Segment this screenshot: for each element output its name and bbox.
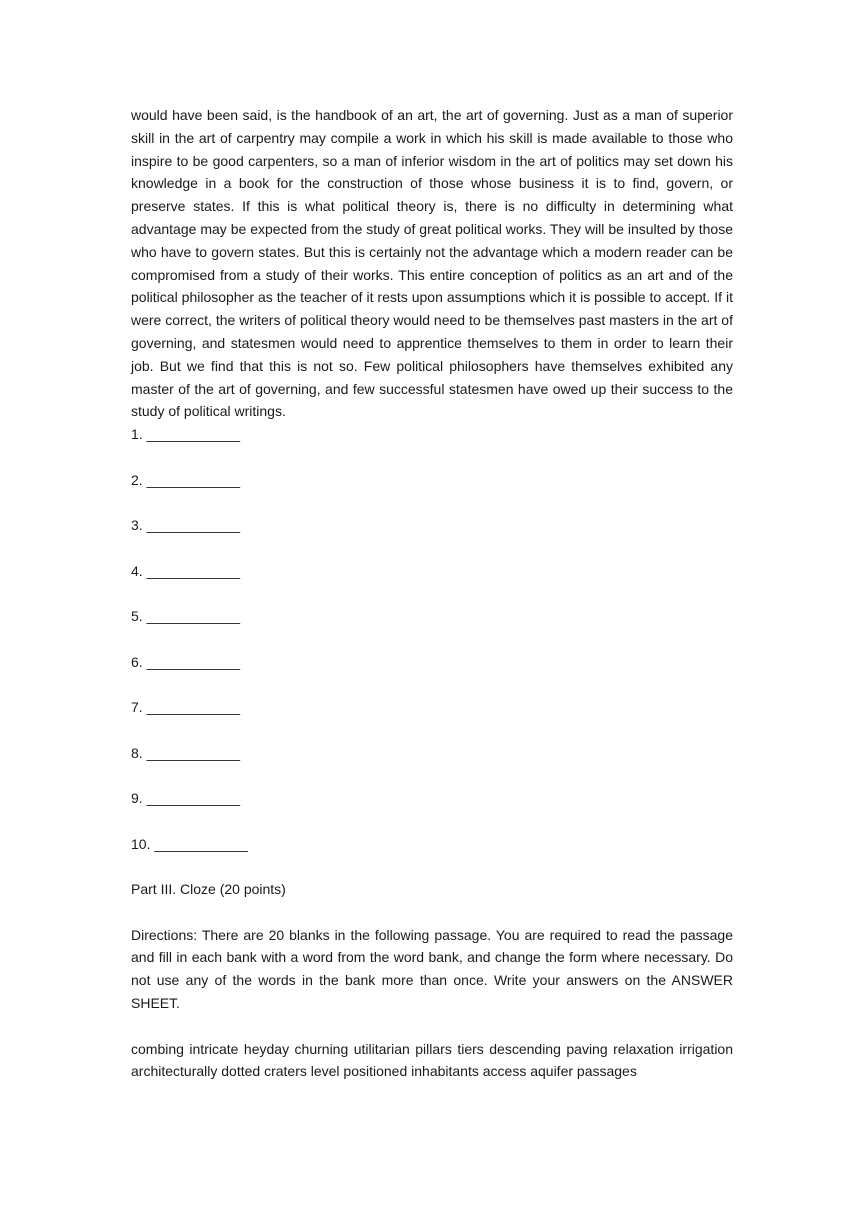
section-heading-part3: Part III. Cloze (20 points) (131, 881, 286, 898)
answer-blank-4: 4. ____________ (131, 562, 240, 579)
answer-blank-7: 7. ____________ (131, 699, 240, 716)
passage-paragraph: would have been said, is the handbook of an art, the art of governing. Just as a man of superior skill in the art of carpentry may compile a work in which his skill is made available to those who inspire to be good carpenters, so a man of inferior wisdom in the art of politics may set down his knowledge in a book for the construction of those whose business it is to find, govern, or preserve states. If this is what political theory is, there is no difficulty in determining what advantage may be expected from the study of great political works. They will be insulted by those who have to govern states. But this is certainly not the advantage which a modern reader can be compromised from a study of their works. This entire conception of politics as an art and of the political philosopher as the teacher of it rests upon assumptions which it is possible to accept. If it were correct, the writers of political theory would need to be themselves past masters in the art of governing, and statesmen would need to apprentice themselves to them in order to learn their job. But we find that this is not so. Few political philosophers have themselves exhibited any master of the art of governing, and few successful statesmen have owed up their success to the study of political writings. (131, 107, 733, 420)
answer-blank-3: 3. ____________ (131, 517, 240, 534)
answer-blank-10: 10. ____________ (131, 835, 248, 852)
answer-blank-9: 9. ____________ (131, 790, 240, 807)
word-bank: combing intricate heyday churning utilitarian pillars tiers descending paving relaxation irrigation architecturally dotted craters level positioned inhabitants access aquifer passages (131, 1040, 733, 1080)
answer-blank-list (131, 423, 733, 878)
answer-blank-5: 5. ____________ (131, 608, 240, 625)
document-page (131, 104, 733, 1083)
cloze-directions: Directions: There are 20 blanks in the following passage. You are required to read the passage and fill in each bank with a word from the word bank, and change the form where necessary. Do not use any of the words in the bank more than once. Write your answers on the ANSWER SHEET. (131, 926, 733, 1012)
answer-blank-1: 1. ____________ (131, 426, 240, 443)
answer-blank-8: 8. ____________ (131, 744, 240, 761)
answer-blank-2: 2. ____________ (131, 471, 240, 488)
answer-blank-6: 6. ____________ (131, 653, 240, 670)
